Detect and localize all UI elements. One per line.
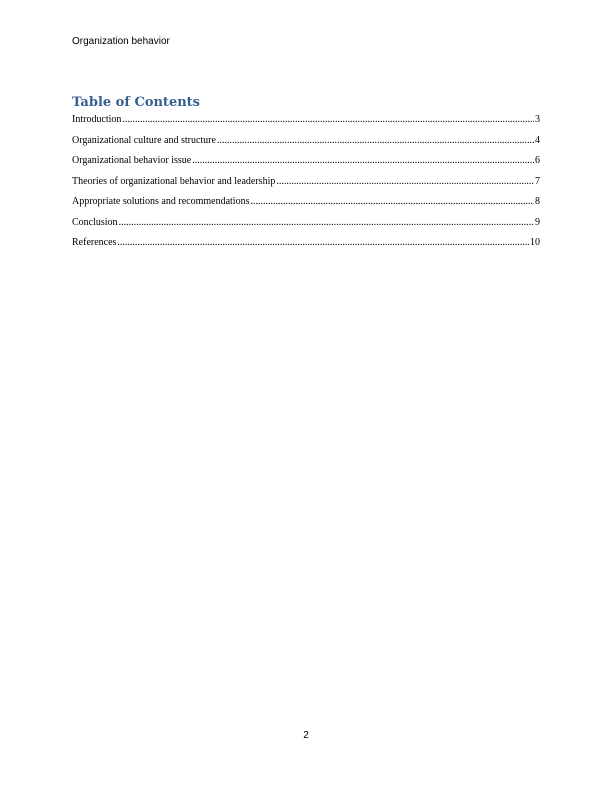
toc-entry-introduction[interactable] bbox=[72, 114, 540, 135]
running-header: Organization behavior bbox=[72, 36, 170, 47]
toc-entry-page: 8 bbox=[535, 196, 540, 207]
toc-entry-page: 10 bbox=[530, 237, 540, 248]
toc-entry-label: Theories of organizational behavior and leadership bbox=[72, 175, 276, 187]
toc-entry-page: 6 bbox=[535, 155, 540, 166]
toc-entry-solutions[interactable] bbox=[72, 196, 540, 217]
toc-title: Table of Contents bbox=[72, 95, 200, 110]
toc-entry-label: Appropriate solutions and recommendations bbox=[72, 196, 250, 207]
toc-entry-references[interactable] bbox=[72, 237, 540, 258]
dot-leader bbox=[276, 176, 534, 188]
toc-entry-label: Organizational culture and structure bbox=[72, 134, 216, 146]
dot-leader bbox=[122, 114, 534, 126]
dot-leader bbox=[117, 237, 529, 249]
toc-entry-label: Conclusion bbox=[72, 216, 118, 228]
dot-leader bbox=[250, 196, 534, 208]
toc-entry-page: 4 bbox=[535, 134, 540, 146]
toc-entry-conclusion[interactable] bbox=[72, 217, 540, 238]
toc-entry-label: Introduction bbox=[72, 114, 122, 125]
toc-entry-page: 7 bbox=[535, 175, 540, 187]
toc-entry-page: 3 bbox=[535, 114, 540, 125]
toc-entry-behavior-issue[interactable] bbox=[72, 155, 540, 176]
toc-entry-label: Organizational behavior issue bbox=[72, 155, 192, 166]
dot-leader bbox=[119, 217, 534, 229]
page-number: 2 bbox=[303, 730, 309, 741]
dot-leader bbox=[192, 155, 534, 167]
toc-entry-page: 9 bbox=[535, 216, 540, 228]
toc-entry-culture-structure[interactable] bbox=[72, 135, 540, 156]
toc-entry-label: References bbox=[72, 237, 117, 248]
dot-leader bbox=[217, 135, 534, 147]
toc-entry-theories[interactable] bbox=[72, 176, 540, 197]
table-of-contents bbox=[72, 114, 540, 258]
